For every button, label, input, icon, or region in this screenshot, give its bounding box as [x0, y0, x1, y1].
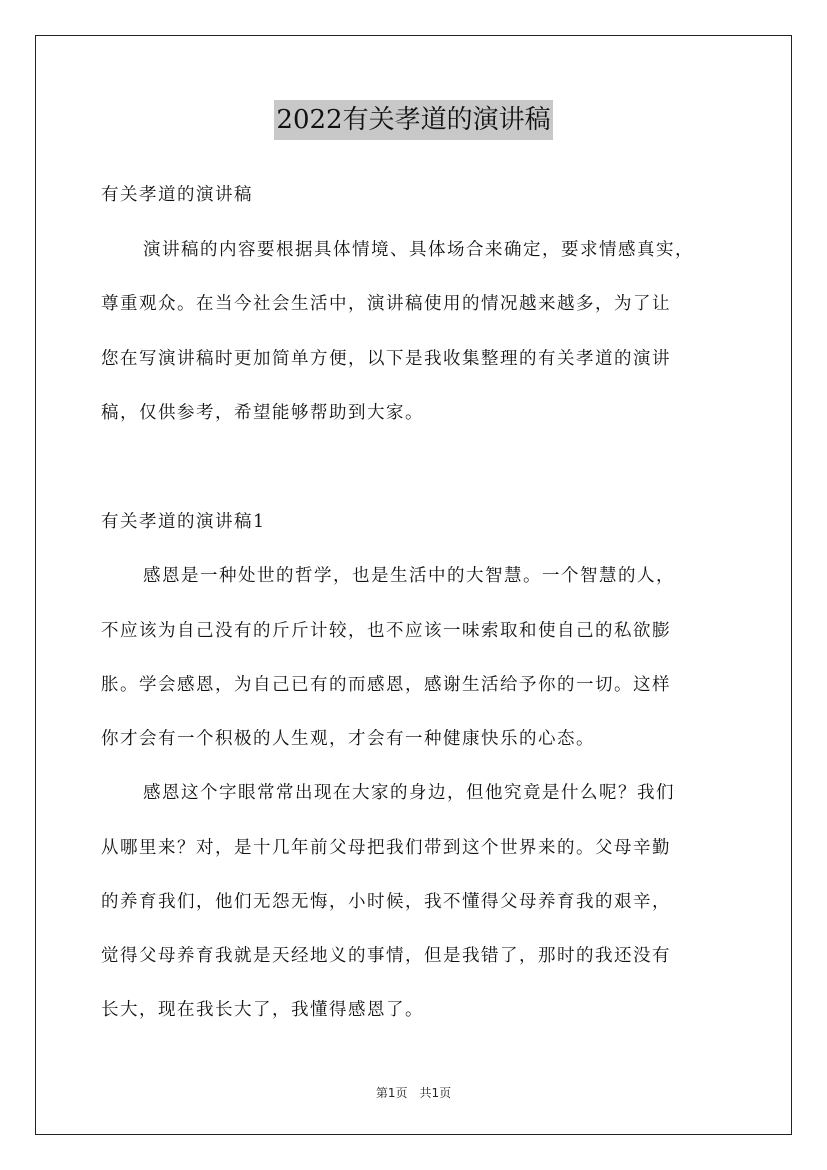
paragraph-line: 胀。学会感恩，为自己已有的而感恩，感谢生活给予你的一切。这样: [101, 675, 671, 695]
paragraph-line: 从哪里来？对，是十几年前父母把我们带到这个世界来的。父母辛勤: [101, 838, 671, 858]
paragraph-line: 觉得父母养育我就是天经地义的事情，但是我错了，那时的我还没有: [101, 946, 671, 966]
intro-line: 尊重观众。在当今社会生活中，演讲稿使用的情况越来越多，为了让: [101, 294, 671, 314]
document-title: 2022有关孝道的演讲稿: [274, 100, 552, 140]
intro-line: 您在写演讲稿时更加简单方便，以下是我收集整理的有关孝道的演讲: [101, 349, 671, 369]
paragraph-line: 长大，现在我长大了，我懂得感恩了。: [101, 1000, 424, 1020]
paragraph-line: 不应该为自己没有的斤斤计较，也不应该一味索取和使自己的私欲膨: [101, 621, 671, 641]
subtitle: 有关孝道的演讲稿: [101, 185, 253, 205]
paragraph-line: 感恩这个字眼常常出现在大家的身边，但他究竟是什么呢？我们: [143, 783, 675, 803]
paragraph-line: 的养育我们，他们无怨无悔，小时候，我不懂得父母养育我的艰辛，: [101, 892, 671, 912]
title-container: [0, 100, 827, 140]
page-footer: 第1页 共1页: [375, 1086, 452, 1100]
intro-line: 演讲稿的内容要根据具体情境、具体场合来确定，要求情感真实，: [143, 240, 694, 260]
section-heading: 有关孝道的演讲稿1: [101, 512, 266, 532]
paragraph-line: 你才会有一个积极的人生观，才会有一种健康快乐的心态。: [101, 729, 595, 749]
paragraph-line: 感恩是一种处世的哲学，也是生活中的大智慧。一个智慧的人，: [143, 566, 675, 586]
intro-line: 稿，仅供参考，希望能够帮助到大家。: [101, 403, 424, 423]
